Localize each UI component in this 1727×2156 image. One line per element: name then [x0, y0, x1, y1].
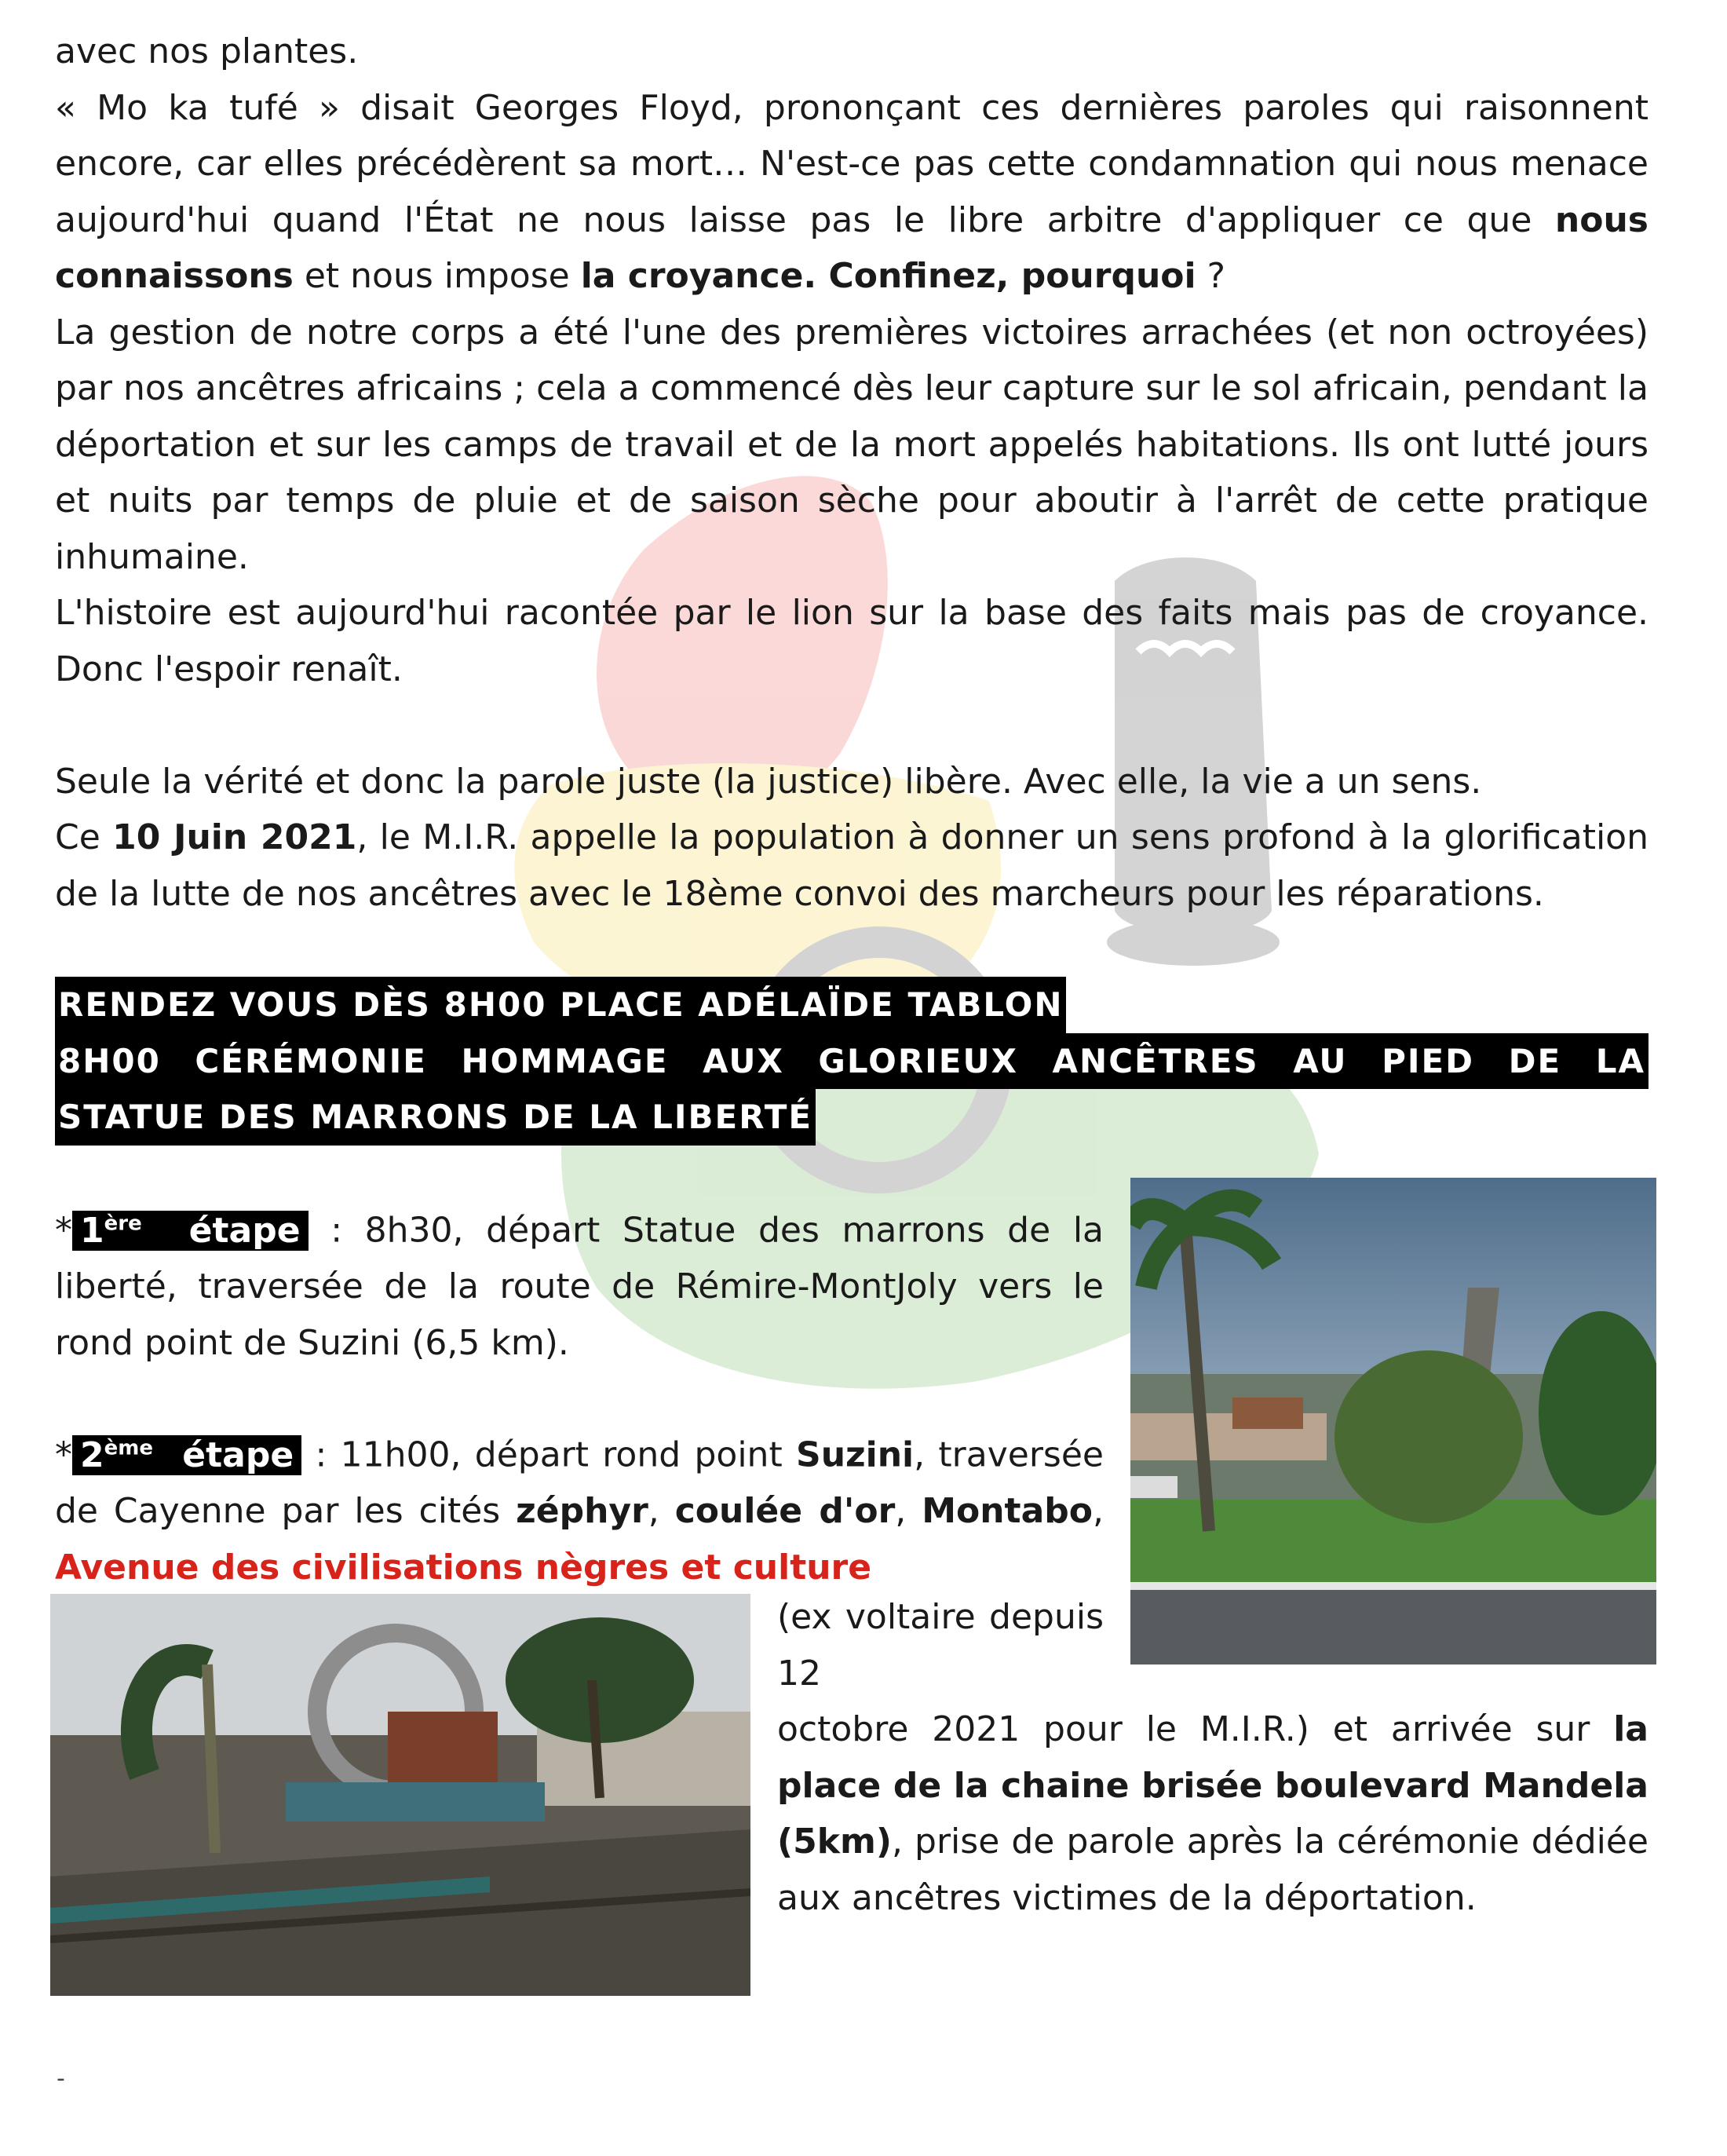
- rendezvous-banner: [55, 977, 1648, 1146]
- place-name: coulée d'or: [674, 1491, 896, 1532]
- text-run: : 11h00, départ rond point: [301, 1434, 796, 1475]
- place-name: Montabo: [922, 1491, 1093, 1532]
- text-run: , prise de parole après la cérémonie dédiée aux ancêtres victimes de la déportation.: [777, 1822, 1648, 1918]
- step-ordinal: ère: [104, 1211, 142, 1235]
- step-1-text: : 8h30, départ Statue des marrons de la liberté, traversée de la route de Rémire-MontJoly vers le rond point de Suzini (6,5 km).: [55, 1210, 1104, 1363]
- step-ordinal: ème: [104, 1436, 153, 1460]
- text-run: ,: [895, 1491, 922, 1532]
- text-run: ,: [1093, 1491, 1104, 1532]
- banner-line-1: RENDEZ VOUS DÈS 8H00 PLACE ADÉLAÏDE TABLON: [55, 977, 1066, 1033]
- bold-run: la croyance. Confinez, pourquoi: [580, 256, 1196, 296]
- paragraph-2: [55, 80, 1648, 305]
- roundabout-photo: [1130, 1178, 1656, 1665]
- step-2-continuation: (ex voltaire depuis 12: [777, 1597, 1104, 1694]
- banner-line-3: STATUE DES MARRONS DE LA LIBERTÉ: [55, 1089, 816, 1146]
- step-number: 1: [80, 1210, 104, 1251]
- text-run: « Mo ka tufé » disait Georges Floyd, prononçant ces dernières paroles qui raisonnent encore, car elles précédèrent sa mort… N'est-ce pas cette condamnation qui nous menace aujourd'hui quand l'État ne nous laisse pas le libre arbitre d'appliquer ce que: [55, 87, 1648, 240]
- bullet-star: *: [55, 1210, 72, 1251]
- text-run: Ce: [55, 817, 113, 857]
- paragraph-3: La gestion de notre corps a été l'une des premières victoires arrachées (et non octroyées) par nos ancêtres africains ; cela a commencé dès leur capture sur le sol africain, pendant la déportation et sur les camps de travail et de la mort appelés habitations. Ils ont lutté jours et nuits par temps de pluie et de saison sèche pour aboutir à l'arrêt de cette pratique inhumaine.: [55, 312, 1648, 577]
- paragraph-5: Seule la vérité et donc la parole juste (la justice) libère. Avec elle, la vie a un sens.: [55, 761, 1482, 802]
- step-1-label: [72, 1211, 309, 1251]
- step-2-label: [72, 1435, 301, 1475]
- footer-mark: -: [57, 2065, 65, 2092]
- place-name: zéphyr: [516, 1491, 648, 1532]
- text-run: octobre 2021 pour le M.I.R.) et arrivée sur: [777, 1709, 1614, 1749]
- paragraph-1: avec nos plantes.: [55, 31, 359, 71]
- text-run: et nous impose: [293, 256, 581, 296]
- step-number: 2: [80, 1434, 104, 1475]
- step-1: [55, 1196, 1104, 1371]
- step-word: étape: [188, 1210, 301, 1251]
- text-run: ,: [648, 1491, 675, 1532]
- text-run: , le M.I.R. appelle la population à donner un sens profond à la glorification de la lutte de nos ancêtres avec le 18ème convoi des marcheurs pour les réparations.: [55, 817, 1648, 914]
- paragraph-4: L'histoire est aujourd'hui racontée par le lion sur la base des faits mais pas de croyance. Donc l'espoir renaît.: [55, 593, 1648, 689]
- broken-chain-monument-photo: [50, 1594, 750, 1996]
- text-run: ?: [1196, 256, 1225, 296]
- date-bold: 10 Juin 2021: [112, 817, 357, 857]
- text-run: , traversée de Cayenne par les cités: [55, 1434, 1104, 1532]
- bold-run: nous connaissons: [55, 199, 1648, 296]
- step-2: [55, 1420, 1104, 1595]
- place-name: Suzini: [796, 1434, 915, 1475]
- step-2-lower: [777, 1701, 1648, 1926]
- step-word: étape: [182, 1434, 294, 1475]
- place-name: la place de la chaine brisée boulevard Mandela (5km): [777, 1709, 1648, 1862]
- banner-line-2: 8H00 CÉRÉMONIE HOMMAGE AUX GLORIEUX ANCÊTRES AU PIED DE LA: [55, 1033, 1648, 1090]
- avenue-name-red: Avenue des civilisations nègres et culture: [55, 1547, 872, 1588]
- step-2-narrow-column: [777, 1589, 1104, 1701]
- blank-line: [55, 697, 1648, 754]
- paragraph-6: [55, 809, 1648, 922]
- bullet-star: *: [55, 1434, 72, 1475]
- body-text-upper: [55, 24, 1648, 922]
